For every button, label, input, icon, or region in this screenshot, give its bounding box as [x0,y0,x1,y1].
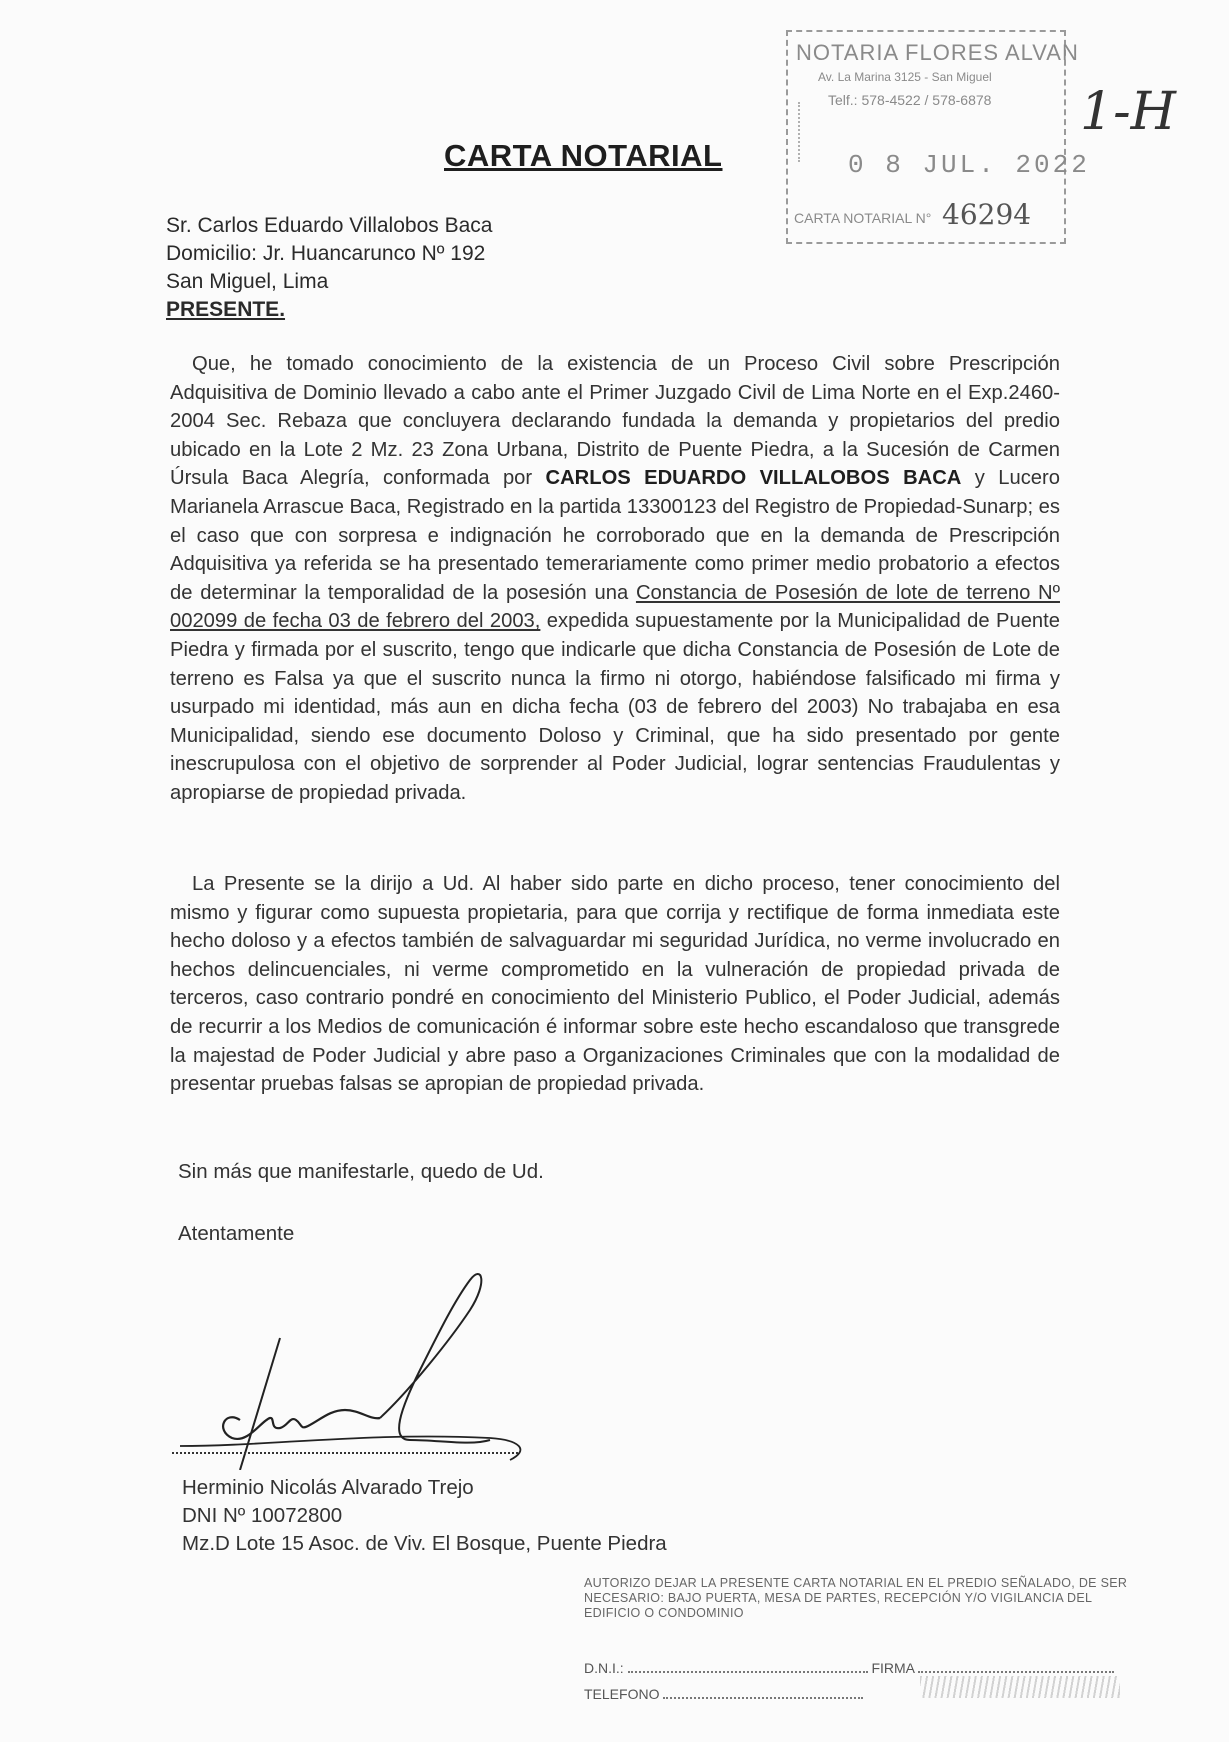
stamp-notary-name: NOTARIA FLORES ALVAN [796,40,1079,65]
signer-name: Herminio Nicolás Alvarado Trejo [182,1476,474,1499]
notary-stamp [786,30,1090,244]
firma-label: FIRMA [871,1660,915,1676]
p1-text-c: expedida supuestamente por la Municipalidad de Puente Piedra y firmada por el suscrito, tengo que indicarle que dicha Constancia de Posesión de Lote de terreno es Falsa ya que el suscrito nunca la firmo ni otorgo, habiéndose falsificado mi firma y usurpado mi identidad, más aun en dicha fecha (03 de febrero del 2003) No trabajaba en esa Municipalidad, siendo ese documento Doloso y Criminal, que ha sido presentado por gente inescrupulosa con el objetivo de sorprender al Poder Judicial, lograr sentencias Fraudulentas y apropiarse de propiedad privada. [170,610,1060,804]
signer-address: Mz.D Lote 15 Asoc. de Viv. El Bosque, Puente Piedra [182,1532,667,1555]
stamp-divider [798,102,801,162]
telefono-row [584,1686,863,1702]
addressee-presente: PRESENTE. [166,298,286,321]
p1-text-b: y Lucero Marianela Arrascue Baca, Registrado en la partida 13300123 del Registro de Propiedad-Sunarp; es el caso que con sorpresa e indignación he corroborado que en la demanda de Prescripción Adquisitiva ya referida se ha presentado temerariamente como primer medio probatorio a efectos de determinar la temporalidad de la posesión una [170,467,1060,604]
telefono-label: TELEFONO [584,1686,660,1702]
stamp-number-label: CARTA NOTARIAL N° [794,210,932,226]
p1-underlined-constancia: Constancia de Posesión de lote de terreno Nº 002099 de fecha 03 de febrero del 2003, [170,581,1060,633]
stamp-address: Av. La Marina 3125 - San Miguel [818,70,992,84]
addressee-city: San Miguel, Lima [166,270,329,293]
stamp-date: 0 8 JUL. 2022 [848,150,1090,180]
firma-field [918,1661,1114,1673]
document-title: CARTA NOTARIAL [444,138,723,173]
dni-field [628,1661,868,1673]
addressee-name: Sr. Carlos Eduardo Villalobos Baca [166,214,493,237]
addressee-block [166,212,492,324]
p1-text-a: Que, he tomado conocimiento de la existencia de un Proceso Civil sobre Prescripción Adquisitiva de Dominio llevado a cabo ante el Primer Juzgado Civil de Lima Norte en el Exp.2460-2004 Sec. Rebaza que concluyera declarando fundada la demanda y propietarios del predio ubicado en la Lote 2 Mz. 23 Zona Urbana, Distrito de Puente Piedra, a la Sucesión de Carmen Úrsula Baca Alegría, conformada por [170,353,1060,490]
closing-line: Sin más que manifestarle, quedo de Ud. [178,1160,544,1183]
dni-label: D.N.I.: [584,1660,624,1676]
scan-smudge [920,1676,1120,1698]
handwritten-signature [170,1270,550,1470]
signature-line [172,1452,518,1454]
authorization-text: AUTORIZO DEJAR LA PRESENTE CARTA NOTARIAL EN EL PREDIO SEÑALADO, DE SER NECESARIO: BAJO PUERTA, MESA DE PARTES, RECEPCIÓN Y/O VIGILANCIA DEL EDIFICIO O CONDOMINIO [584,1576,1128,1620]
signer-dni: DNI Nº 10072800 [182,1504,343,1527]
p1-bold-name: CARLOS EDUARDO VILLALOBOS BACA [545,467,962,490]
body-paragraph-2: La Presente se la dirijo a Ud. Al haber sido parte en dicho proceso, tener conocimiento del mismo y figurar como supuesta propietaria, para que corrija y rectifique de forma inmediata este hecho doloso y a efectos también de salvaguardar mi seguridad Jurídica, no verme involucrado en hechos delincuenciales, ni verme comprometido en la vulneración de propiedad privada de terceros, caso contrario pondré en conocimiento del Ministerio Publico, el Poder Judicial, además de recurrir a los Medios de comunicación é informar sobre este hecho escandaloso que transgrede la majestad de Poder Judicial y abre paso a Organizaciones Criminales que con la modalidad de presentar pruebas falsas se apropian de propiedad privada. [170,873,1060,1096]
signer-block [182,1474,667,1558]
delivery-authorization-block [584,1576,1144,1702]
dni-firma-row [584,1660,1114,1676]
body-paragraph-1 [170,350,1060,808]
handwritten-page-mark: 1-H [1080,82,1177,142]
stamp-telephone: Telf.: 578-4522 / 578-6878 [828,92,992,108]
closing-atentamente: Atentamente [178,1222,295,1245]
addressee-domicile: Domicilio: Jr. Huancarunco Nº 192 [166,242,486,265]
stamp-number: 46294 [942,198,1032,231]
telefono-field [663,1687,863,1699]
